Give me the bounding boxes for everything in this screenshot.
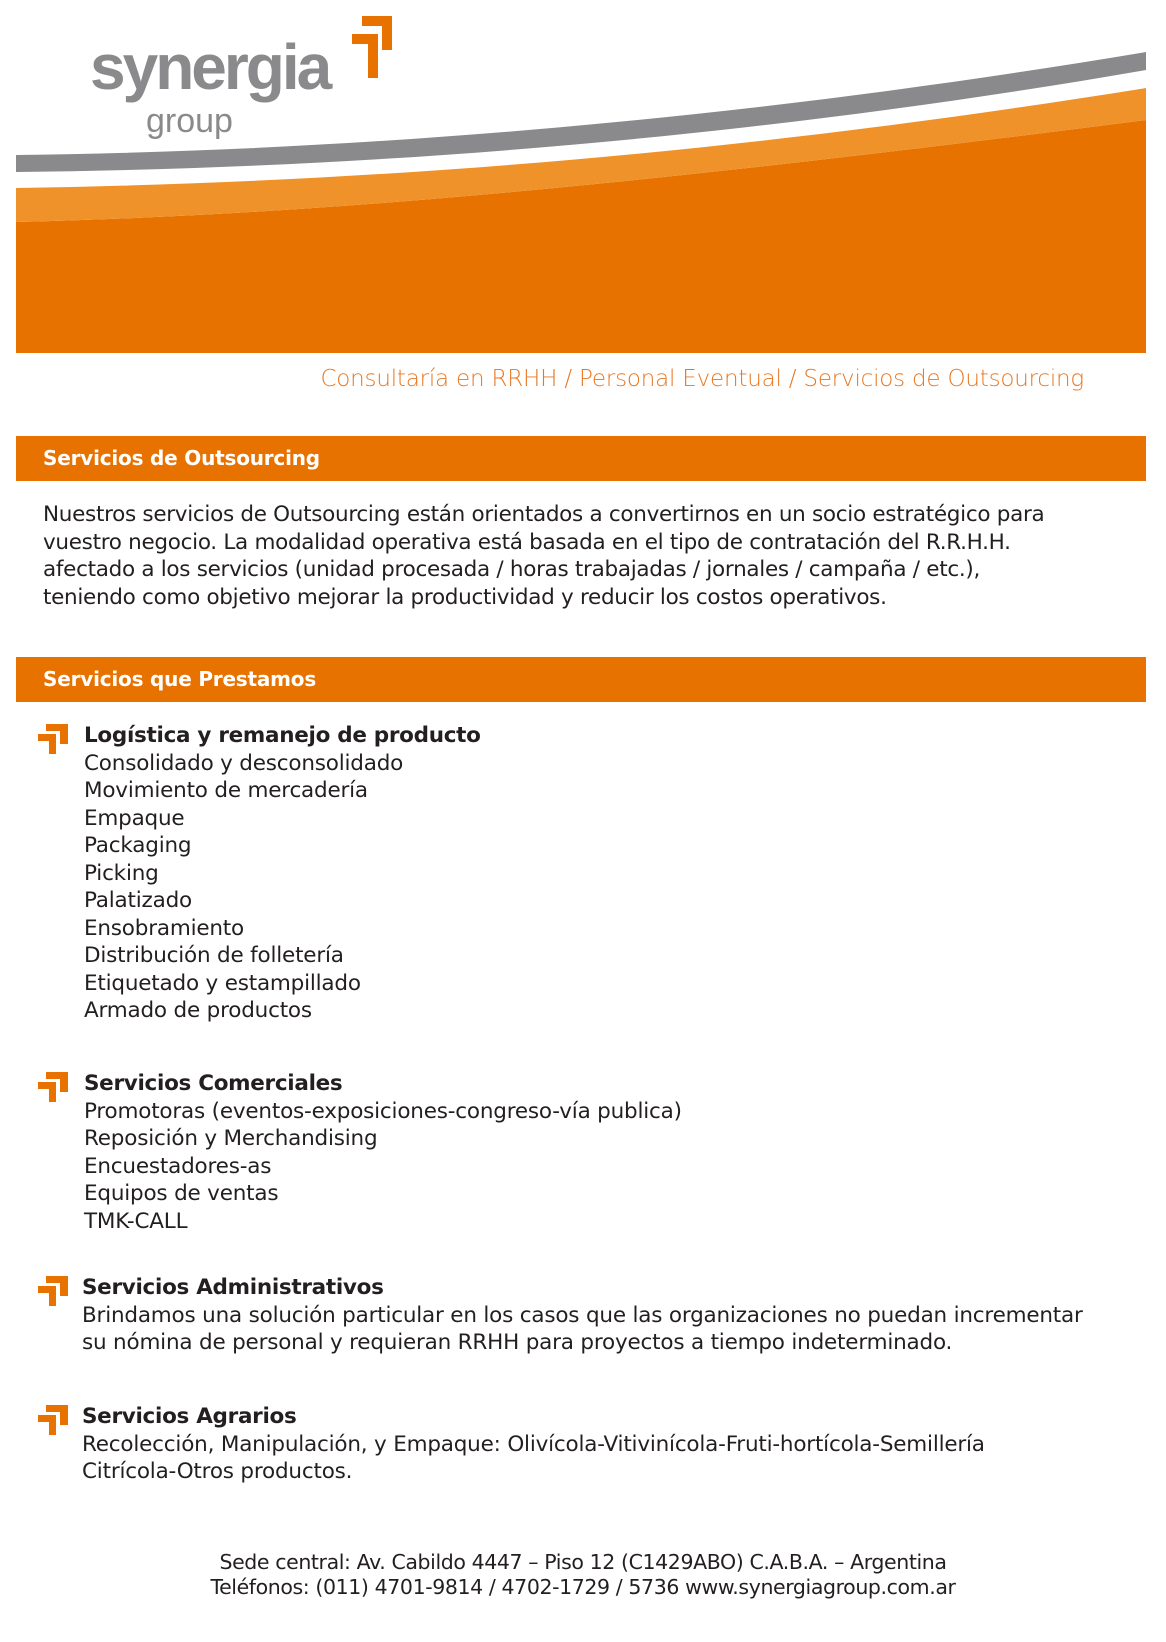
service-item: Palatizado	[84, 888, 192, 913]
footer	[0, 1550, 1166, 1600]
synergia-group-logo	[90, 14, 410, 144]
service-item: Ensobramiento	[84, 915, 244, 941]
tagline: Consultaría en RRHH / Personal Eventual / Servicios de Outsourcing	[320, 366, 1084, 392]
service-item: Armado de productos	[84, 998, 312, 1023]
service-item: su nómina de personal y requieran RRHH para proyectos a tiempo indeterminado.	[82, 1330, 953, 1355]
service-title: Logística y remanejo de producto	[84, 723, 481, 748]
section-header-outsourcing: Servicios de Outsourcing	[16, 436, 1146, 481]
service-item: Promotoras (eventos-exposiciones-congreso-vía publica)	[84, 1098, 682, 1124]
service-item: Brindamos una solución particular en los casos que las organizaciones no puedan incrementar	[82, 1302, 1083, 1328]
paragraph-line: vuestro negocio. La modalidad operativa está basada en el tipo de contratación del R.R.H.H.	[43, 529, 1011, 555]
logo-corner-mark-icon	[352, 16, 392, 78]
logo-wordmark: synergia	[90, 31, 330, 103]
service-item: Etiquetado y estampillado	[84, 970, 361, 996]
service-item: TMK-CALL	[84, 1208, 188, 1234]
logo-subtitle: group	[146, 102, 233, 140]
footer-address: Sede central: Av. Cabildo 4447 – Piso 12 (C1429ABO) C.A.B.A. – Argentina	[219, 1550, 947, 1574]
paragraph-line: teniendo como objetivo mejorar la productividad y reducir los costos operativos.	[43, 584, 887, 610]
service-title: Servicios Administrativos	[82, 1275, 384, 1300]
service-item: Distribución de folletería	[84, 943, 344, 968]
service-item: Encuestadores-as	[84, 1153, 272, 1179]
orange-corner-bullet-icon	[36, 1072, 68, 1102]
service-item: Picking	[84, 860, 159, 886]
service-item: Recolección, Manipulación, y Empaque: Olivícola-Vitivinícola-Fruti-hortícola-Semillería	[82, 1431, 985, 1457]
paragraph-line: afectado a los servicios (unidad procesada / horas trabajadas / jornales / campaña / etc.),	[43, 557, 980, 582]
service-item: Empaque	[84, 805, 185, 831]
footer-contact: Teléfonos: (011) 4701-9814 / 4702-1729 / 5736 www.synergiagroup.com.ar	[210, 1575, 956, 1599]
service-title: Servicios Comerciales	[84, 1071, 343, 1096]
paragraph-line: Nuestros servicios de Outsourcing están orientados a convertirnos en un socio estratégico para	[43, 502, 1045, 527]
service-title: Servicios Agrarios	[82, 1404, 297, 1429]
service-item: Consolidado y desconsolidado	[84, 750, 404, 776]
service-item: Citrícola-Otros productos.	[82, 1459, 353, 1484]
orange-corner-bullet-icon	[36, 1405, 68, 1435]
service-item: Equipos de ventas	[84, 1181, 279, 1206]
orange-corner-bullet-icon	[36, 724, 68, 754]
orange-corner-bullet-icon	[36, 1276, 68, 1306]
service-item: Packaging	[84, 833, 192, 858]
service-item: Reposición y Merchandising	[84, 1126, 378, 1151]
section-header-services: Servicios que Prestamos	[16, 657, 1146, 702]
outsourcing-paragraph	[43, 501, 1143, 611]
service-item: Movimiento de mercadería	[84, 778, 368, 803]
